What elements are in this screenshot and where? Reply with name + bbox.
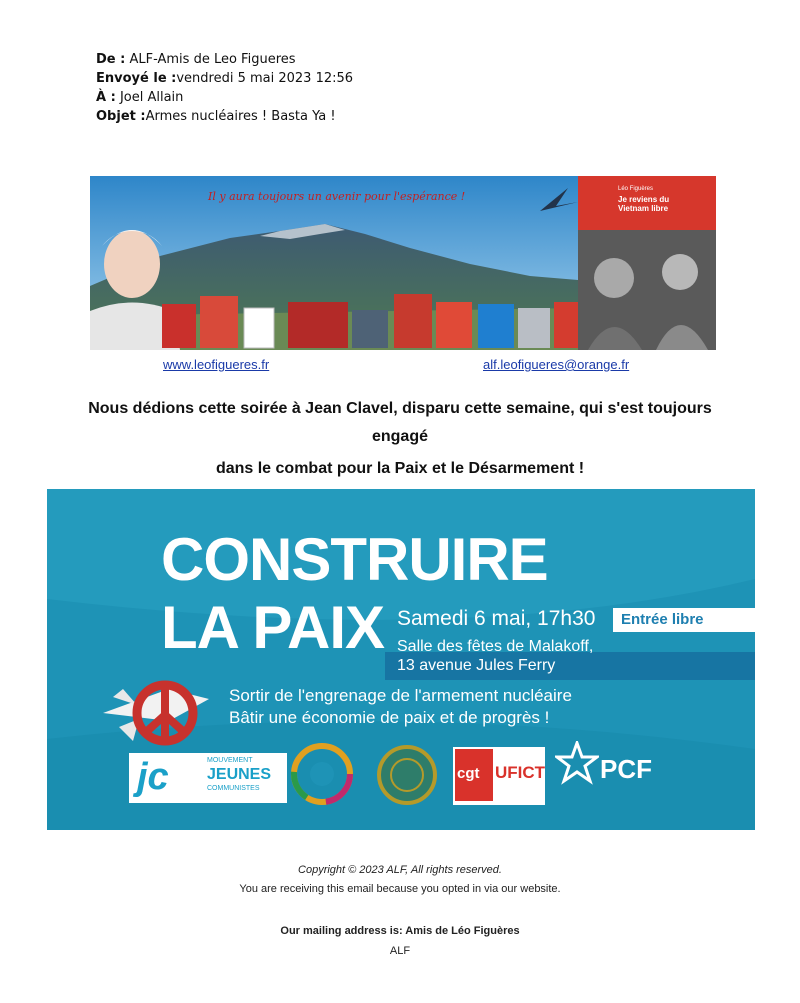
from-line: De : ALF-Amis de Leo Figueres xyxy=(96,52,296,67)
leo-figueres-banner xyxy=(90,176,716,350)
dedication-line-3: dans le combat pour la Paix et le Désarmement ! xyxy=(215,460,585,477)
tagline-2: Bâtir une économie de paix et de progrès ! xyxy=(229,708,550,727)
copyright: Copyright © 2023 ALF, All rights reserved. xyxy=(298,864,502,876)
email-link[interactable]: alf.leofigueres@orange.fr xyxy=(483,357,630,372)
dedication-line-2: engagé xyxy=(371,428,428,445)
circle-logo xyxy=(375,743,439,807)
pcf-logo: PCF xyxy=(600,754,652,784)
email-header xyxy=(96,50,353,126)
entry-badge: Entrée libre xyxy=(613,608,755,632)
sent-line: Envoyé le :vendredi 5 mai 2023 12:56 xyxy=(96,71,354,86)
construire-la-paix-poster xyxy=(47,489,755,830)
mailing-city: ALF xyxy=(389,945,411,957)
website-link[interactable]: www.leofigueres.fr xyxy=(163,357,270,372)
rainbow-peace-logo xyxy=(287,739,357,809)
event-date: Samedi 6 mai, 17h30 xyxy=(397,607,596,630)
tagline-1: Sortir de l'engrenage de l'armement nucléaire xyxy=(229,686,572,705)
poster-title-1: CONSTRUIRE xyxy=(161,526,548,593)
dedication-line-1: Nous dédions cette soirée à Jean Clavel, disparu cette semaine, qui s'est toujours xyxy=(88,400,712,417)
banner-slogan: Il y aura toujours un avenir pour l'espérance ! xyxy=(208,190,466,203)
portrait-face xyxy=(104,230,160,298)
subject-line: Objet :Armes nucléaires ! Basta Ya ! xyxy=(96,109,336,124)
peace-missile-icon xyxy=(99,669,219,759)
book-author: Léo Figuères xyxy=(618,186,654,192)
subscription-reason: You are receiving this email because you opted in via our website. xyxy=(239,883,561,895)
jc-logo: jc MOUVEMENT JEUNES COMMUNISTES xyxy=(129,753,287,803)
mailing-address: Our mailing address is: Amis de Léo Figuères xyxy=(280,925,520,937)
venue-line-1: Salle des fêtes de Malakoff, xyxy=(397,638,594,655)
to-line: À : Joel Allain xyxy=(96,90,184,105)
pcf-star-icon xyxy=(555,741,599,785)
cgt-ufict-logo: cgt UFICT xyxy=(453,747,545,805)
venue-line-2: 13 avenue Jules Ferry xyxy=(397,657,556,674)
poster-title-2: LA PAIX xyxy=(161,594,385,661)
book-title: Je reviens du Vietnam libre xyxy=(618,195,670,213)
